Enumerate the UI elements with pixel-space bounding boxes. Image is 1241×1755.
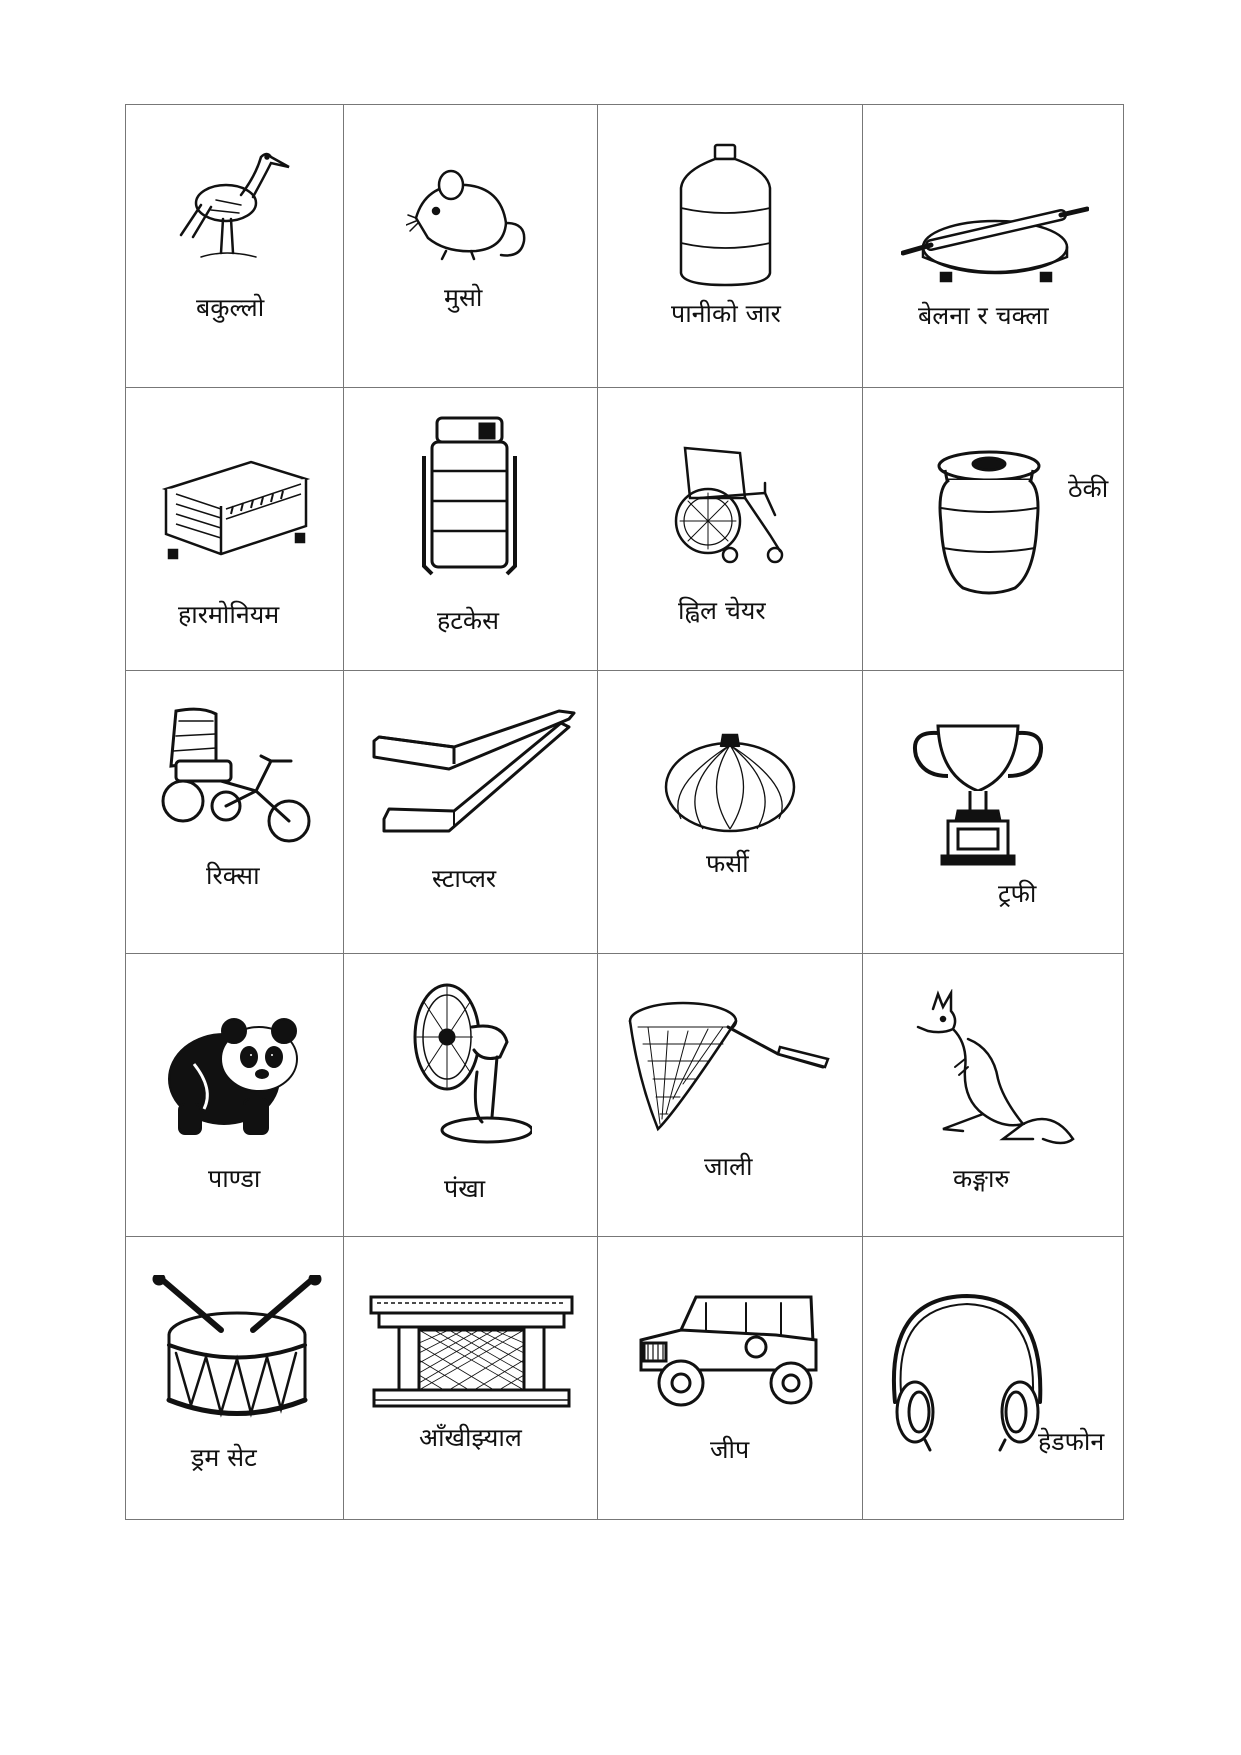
grid-cell — [344, 671, 598, 954]
rolling-pin-board-icon — [901, 205, 1089, 285]
grid-cell — [344, 954, 598, 1237]
hotcase-icon — [422, 416, 517, 581]
jeep-icon — [636, 1295, 821, 1410]
grid-cell — [863, 954, 1124, 1237]
grid-cell — [598, 1237, 863, 1520]
pumpkin-icon — [663, 729, 798, 834]
item-label: फर्सी — [706, 849, 749, 878]
grid-row — [126, 954, 1124, 1237]
drum-icon — [151, 1275, 323, 1425]
item-label: हारमोनियम — [178, 600, 280, 629]
stork-icon — [171, 145, 291, 265]
fan-icon — [412, 982, 532, 1147]
grid-cell — [598, 388, 863, 671]
item-label: बेलना र चक्ला — [918, 301, 1049, 330]
item-label: ठेकी — [1068, 474, 1109, 503]
kangaroo-icon — [913, 989, 1078, 1149]
trophy-icon — [908, 721, 1048, 866]
grid-cell — [126, 105, 344, 388]
grid-cell — [126, 954, 344, 1237]
grid-cell — [598, 954, 863, 1237]
grid-cell — [598, 105, 863, 388]
grid-row — [126, 1237, 1124, 1520]
harmonium-icon — [161, 454, 311, 564]
grid-cell — [344, 388, 598, 671]
grid-row — [126, 388, 1124, 671]
grid-cell — [863, 671, 1124, 954]
item-label: स्टाप्लर — [432, 864, 497, 893]
grid-cell — [126, 1237, 344, 1520]
grid-row — [126, 671, 1124, 954]
item-label: जाली — [704, 1152, 753, 1181]
item-label: आँखीझ्याल — [419, 1423, 522, 1452]
stapler-icon — [369, 709, 579, 834]
grid-cell — [863, 388, 1124, 671]
grid-cell — [863, 105, 1124, 388]
grid-row — [126, 105, 1124, 388]
picture-word-grid — [125, 104, 1124, 1520]
net-icon — [628, 999, 833, 1134]
item-label: हेडफोन — [1038, 1427, 1105, 1456]
mouse-icon — [406, 163, 531, 263]
item-label: कङ्गारु — [953, 1164, 1010, 1193]
item-label: ड्रम सेट — [191, 1443, 257, 1472]
theki-pot-icon — [935, 448, 1043, 598]
headphones-icon — [885, 1292, 1050, 1452]
grid-cell — [344, 1237, 598, 1520]
item-label: पंखा — [444, 1174, 486, 1203]
water-jar-icon — [673, 143, 778, 288]
grid-cell — [126, 388, 344, 671]
wheelchair-icon — [670, 443, 795, 568]
window-icon — [369, 1295, 574, 1410]
item-label: पाण्डा — [208, 1164, 261, 1193]
item-label: ट्रफी — [998, 879, 1037, 908]
grid-cell — [344, 105, 598, 388]
item-label: बकुल्लो — [196, 293, 265, 322]
item-label: हटकेस — [437, 606, 499, 635]
rickshaw-icon — [161, 706, 311, 856]
item-label: जीप — [710, 1435, 750, 1464]
grid-cell — [863, 1237, 1124, 1520]
grid-cell — [126, 671, 344, 954]
grid-cell — [598, 671, 863, 954]
item-label: मुसो — [444, 283, 483, 312]
picture-word-sheet — [125, 104, 1124, 1520]
panda-icon — [164, 1009, 304, 1139]
item-label: पानीको जार — [671, 299, 781, 328]
item-label: ह्विल चेयर — [678, 596, 766, 625]
item-label: रिक्सा — [206, 861, 260, 890]
